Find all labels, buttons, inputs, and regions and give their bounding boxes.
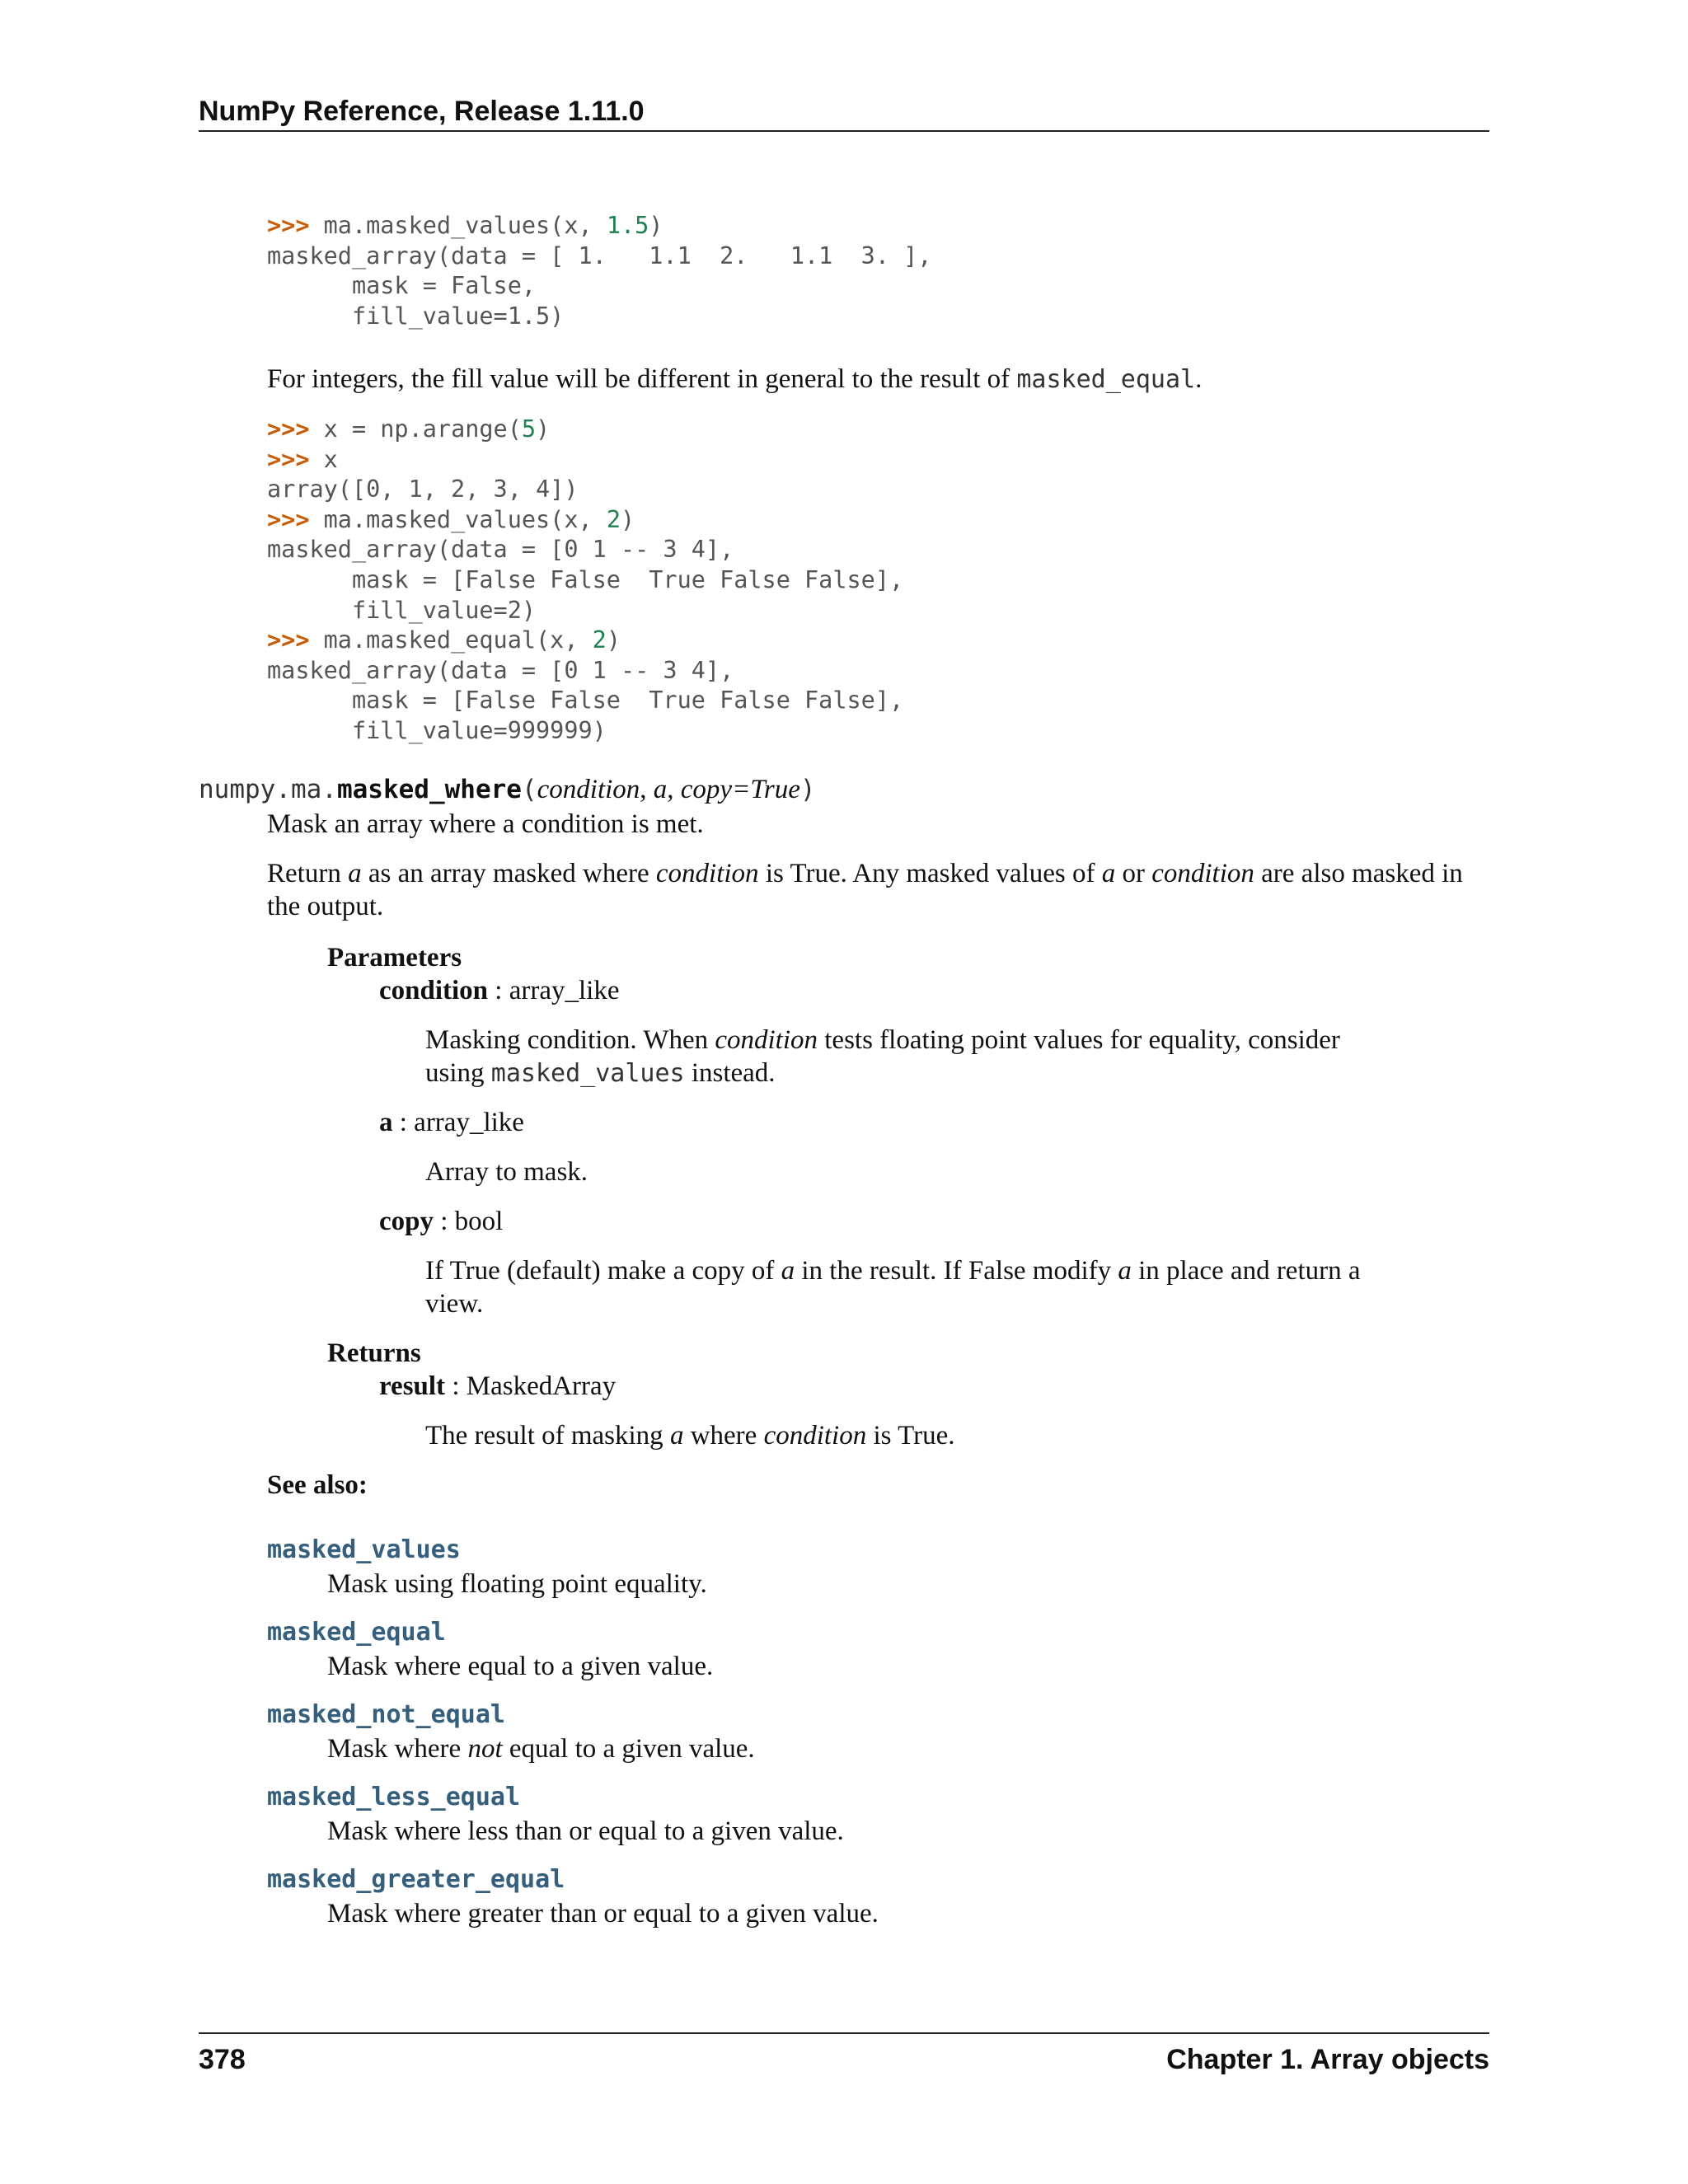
param-condition-desc: Masking condition. When condition tests floating point values for equality, consider using masked_values instead. — [425, 1025, 1340, 1088]
see-also-desc: Mask where greater than or equal to a given value. — [327, 1899, 879, 1929]
header-title: NumPy Reference, Release 1.11.0 — [199, 96, 645, 127]
page-number: 378 — [199, 2044, 246, 2075]
link-masked-greater-equal[interactable]: masked_greater_equal — [267, 1865, 565, 1894]
see-also-desc: Mask where equal to a given value. — [327, 1652, 714, 1681]
param-a-desc: Array to mask. — [425, 1157, 588, 1187]
link-masked-values[interactable]: masked_values — [267, 1535, 461, 1564]
param-copy: copy : bool — [379, 1207, 504, 1236]
see-also-desc: Mask where not equal to a given value. — [327, 1734, 755, 1764]
code-block-integers: >>> x = np.arange(5) >>> x array([0, 1, 2, 3, 4]) >>> ma.masked_values(x, 2) masked_array(data = [0 1 -- 3 4], mask = [False False True False False], fill_value=2) >>> ma.masked_equal(x, 2) masked_array(data = [0 1 -- 3 4], mask = [False False True False False], fill_value=999999) — [267, 415, 904, 744]
param-a: a : array_like — [379, 1108, 524, 1137]
returns-heading: Returns — [327, 1338, 421, 1368]
param-condition: condition : array_like — [379, 976, 620, 1005]
function-signature: numpy.ma.masked_where(condition, a, copy=True) — [199, 775, 816, 804]
code-block-masked-values: >>> ma.masked_values(x, 1.5) masked_array(data = [ 1. 1.1 2. 1.1 3. ], mask = False, fill_value=1.5) — [267, 212, 932, 330]
link-masked-less-equal[interactable]: masked_less_equal — [267, 1783, 521, 1811]
link-masked-not-equal[interactable]: masked_not_equal — [267, 1700, 505, 1729]
parameters-heading: Parameters — [327, 943, 462, 972]
link-masked-equal[interactable]: masked_equal — [267, 1618, 446, 1647]
running-header — [199, 89, 1489, 132]
chapter-title: Chapter 1. Array objects — [1166, 2044, 1489, 2075]
param-copy-desc: If True (default) make a copy of a in the result. If False modify a in place and return a view. — [425, 1256, 1361, 1319]
function-description: Return a as an array masked where condition is True. Any masked values of a or condition are also masked in the output. — [267, 859, 1463, 921]
function-summary: Mask an array where a condition is met. — [267, 809, 704, 839]
integers-paragraph: For integers, the fill value will be different in general to the result of masked_equal. — [267, 364, 1203, 394]
see-also-desc: Mask using floating point equality. — [327, 1569, 707, 1599]
return-result: result : MaskedArray — [379, 1371, 617, 1401]
running-footer — [199, 2032, 1489, 2075]
return-result-desc: The result of masking a where condition is True. — [425, 1421, 955, 1451]
see-also-heading: See also: — [267, 1470, 368, 1500]
see-also-desc: Mask where less than or equal to a given value. — [327, 1816, 844, 1846]
